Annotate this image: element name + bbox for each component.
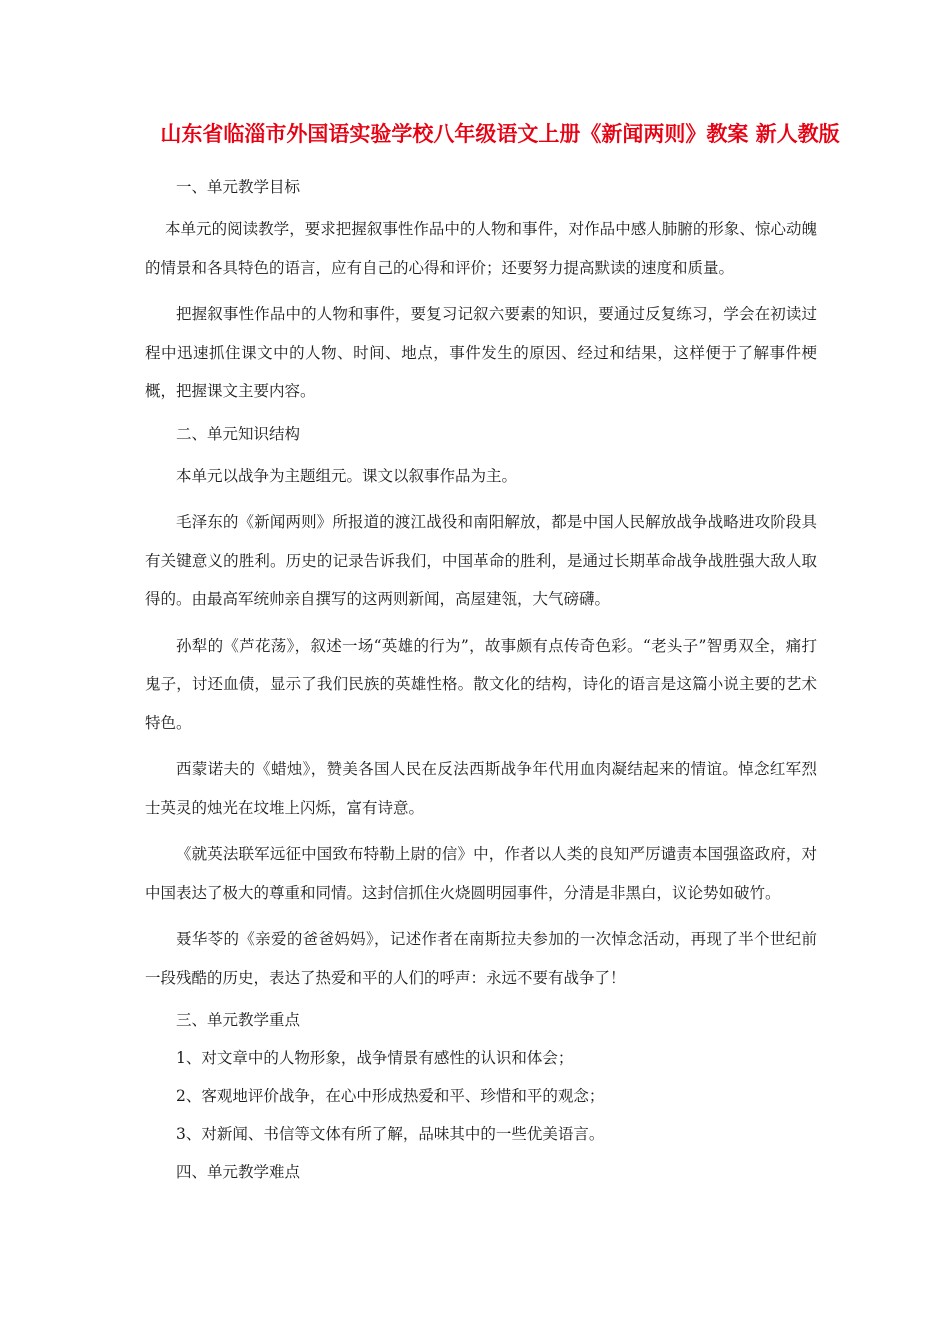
paragraph: 毛泽东的《新闻两则》所报道的渡江战役和南阳解放，都是中国人民解放战争战略进攻阶段具有关键意义的胜利。历史的记录告诉我们，中国革命的胜利，是通过长期革命战争战胜强大敌人取得的。由最高军统帅亲自撰写的这两则新闻，高屋建瓴，大气磅礴。 [145,513,817,608]
list-item: 1、对文章中的人物形象，战争情景有感性的认识和体会； [176,1049,574,1067]
paragraph: 把握叙事性作品中的人物和事件，要复习记叙六要素的知识，要通过反复练习，学会在初读过程中迅速抓住课文中的人物、时间、地点，事件发生的原因、经过和结果，这样便于了解事件梗概，把握课文主要内容。 [145,305,817,400]
paragraph: 西蒙诺夫的《蜡烛》，赞美各国人民在反法西斯战争年代用血肉凝结起来的情谊。悼念红军烈士英灵的烛光在坟堆上闪烁，富有诗意。 [145,760,817,817]
paragraph: 本单元的阅读教学，要求把握叙事性作品中的人物和事件，对作品中感人肺腑的形象、惊心动魄的情景和各具特色的语言，应有自己的心得和评价；还要努力提高默读的速度和质量。 [145,220,817,277]
section-heading-2: 二、单元知识结构 [176,424,301,443]
section-heading-4: 四、单元教学难点 [176,1163,301,1181]
document-title: 山东省临淄市外国语实验学校八年级语文上册《新闻两则》教案 新人教版 [160,122,840,146]
list-item: 3、对新闻、书信等文体有所了解，品味其中的一些优美语言。 [176,1125,605,1143]
paragraph: 本单元以战争为主题组元。课文以叙事作品为主。 [176,466,518,485]
section-heading-3: 三、单元教学重点 [176,1011,301,1029]
section-heading-1: 一、单元教学目标 [176,178,301,196]
paragraph: 聂华苓的《亲爱的爸爸妈妈》，记述作者在南斯拉夫参加的一次悼念活动，再现了半个世纪前一段残酷的历史，表达了热爱和平的人们的呼声：永远不要有战争了！ [145,930,817,987]
list-item: 2、客观地评价战争，在心中形成热爱和平、珍惜和平的观念； [176,1087,605,1105]
document-body [145,172,817,1195]
paragraph: 孙犁的《芦花荡》，叙述一场“英雄的行为”，故事颇有点传奇色彩。“老头子”智勇双全，痛打鬼子，讨还血债，显示了我们民族的英雄性格。散文化的结构，诗化的语言是这篇小说主要的艺术特色。 [145,636,817,732]
paragraph: 《就英法联军远征中国致布特勒上尉的信》中，作者以人类的良知严厉谴责本国强盗政府，对中国表达了极大的尊重和同情。这封信抓住火烧圆明园事件，分清是非黑白，议论势如破竹。 [145,845,817,902]
